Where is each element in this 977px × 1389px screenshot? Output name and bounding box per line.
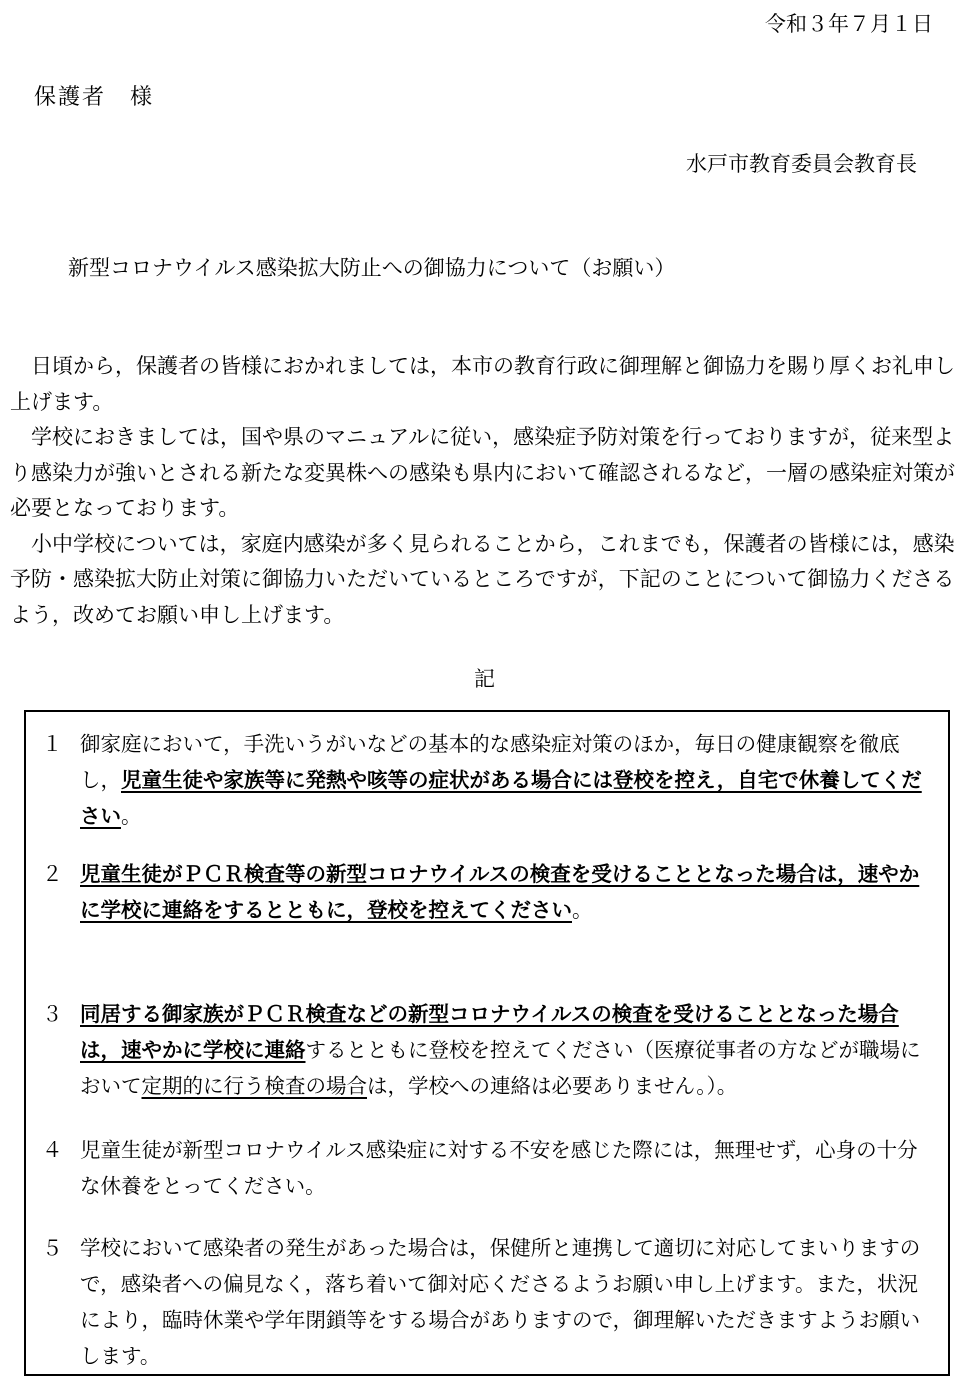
note-text: 児童生徒がＰＣＲ検査等の新型コロナウイルスの検査を受けることとなった場合は，速やかに学校に連絡をするとともに，登校を控えてください。 (80, 862, 920, 922)
notes-box (24, 710, 950, 1376)
note-text: 児童生徒が新型コロナウイルス感染症に対する不安を感じた際には，無理せず，心身の十分な休養をとってください。 (80, 1138, 918, 1198)
note-number: ３ (42, 1002, 63, 1026)
sender: 水戸市教育委員会教育長 (686, 152, 917, 176)
note-item (42, 726, 938, 834)
note-text: 学校において感染者の発生があった場合は，保健所と連携して適切に対応してまいりますので，感染者への偏見なく，落ち着いて御対応くださるようお願い申し上げます。また，状況により，臨時休業や学年閉鎖等をする場合がありますので，御理解いただきますようお願いします。 (80, 1236, 921, 1368)
note-number: ２ (42, 862, 63, 886)
note-text: 御家庭において，手洗いうがいなどの基本的な感染症対策のほか，毎日の健康観察を徹底し，児童生徒や家族等に発熱や咳等の症状がある場合には登校を控え，自宅で休養してください。 (80, 732, 922, 828)
document-title: 新型コロナウイルス感染拡大防止への御協力について（お願い） (68, 256, 676, 280)
emphasis-text: 同居する御家族がＰＣＲ検査などの新型コロナウイルスの検査を受けることとなった場合は，速やかに学校に連絡 (80, 1002, 899, 1062)
note-number: ５ (42, 1236, 63, 1260)
note-text: 同居する御家族がＰＣＲ検査などの新型コロナウイルスの検査を受けることとなった場合は，速やかに学校に連絡するとともに登校を控えてください（医療従事者の方などが職場において定期的に行う検査の場合は，学校への連絡は必要ありません。）。 (80, 1002, 921, 1098)
intro-paragraph: 日頃から，保護者の皆様におかれましては，本市の教育行政に御理解と御協力を賜り厚くお礼申し上げます。 (10, 354, 955, 414)
note-item (42, 856, 938, 928)
note-item (42, 996, 938, 1104)
intro-body (10, 349, 962, 633)
ki-heading: 記 (474, 667, 495, 691)
underlined-text: 定期的に行う検査の場合 (141, 1074, 367, 1098)
note-item (42, 1132, 938, 1204)
document-date: 令和３年７月１日 (765, 12, 933, 36)
emphasis-text: 児童生徒がＰＣＲ検査等の新型コロナウイルスの検査を受けることとなった場合は，速やかに学校に連絡をするとともに，登校を控えてください (80, 862, 920, 922)
addressee: 保護者 様 (34, 85, 155, 110)
note-number: １ (42, 732, 63, 756)
note-number: ４ (42, 1138, 63, 1162)
emphasis-text: 児童生徒や家族等に発熱や咳等の症状がある場合には登校を控え，自宅で休養してください (80, 768, 922, 828)
intro-paragraph: 学校におきましては，国や県のマニュアルに従い，感染症予防対策を行っておりますが，従来型より感染力が強いとされる新たな変異株への感染も県内において確認されるなど，一層の感染症対策が必要となっております。 (10, 425, 955, 520)
intro-paragraph: 小中学校については，家庭内感染が多く見られることから，これまでも，保護者の皆様には，感染予防・感染拡大防止対策に御協力いただいているところですが，下記のことについて御協力くださるよう，改めてお願い申し上げます。 (10, 531, 955, 627)
note-item (42, 1230, 938, 1374)
